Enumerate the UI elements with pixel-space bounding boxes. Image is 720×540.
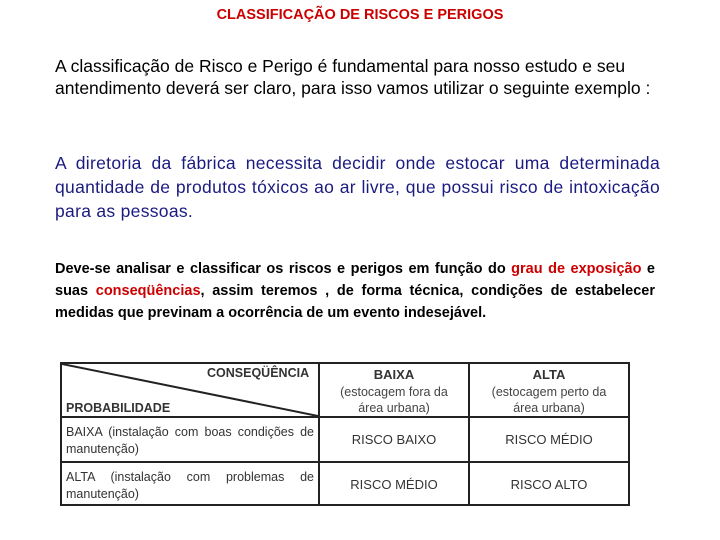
column-low-subtitle: (estocagem fora da área urbana) [340, 385, 448, 415]
highlight-exposure: grau de exposição [511, 261, 642, 277]
column-low-title: BAIXA [373, 367, 415, 382]
table-divider-h1 [62, 416, 628, 418]
column-header-low [320, 364, 468, 416]
intro-paragraph: A classificação de Risco e Perigo é fundamental para nosso estudo e seu antendimento deverá ser claro, para isso vamos utilizar o seguinte exemplo : [55, 56, 651, 98]
analysis-text-1: Deve-se analisar e classificar os riscos e perigos em função do [55, 261, 512, 277]
table-divider-h2 [62, 461, 628, 463]
page-title: CLASSIFICAÇÃO DE RISCOS E PERIGOS [216, 7, 504, 23]
analysis-text-3: , assim teremos , de forma técnica, condições de estabelecer medidas que previnam a ocorrência de um evento indesejável. [55, 283, 655, 321]
cell-high-low: RISCO MÉDIO [350, 477, 438, 492]
cell-low-high: RISCO MÉDIO [505, 432, 593, 447]
analysis-text-2: e suas [55, 261, 655, 299]
consequence-header: CONSEQÜÊNCIA [207, 366, 310, 380]
table-divider-v2 [468, 364, 470, 504]
table-corner-cell [62, 364, 318, 416]
highlight-consequences: conseqüências [95, 283, 201, 299]
row-label-high: ALTA (instalação com problemas de manutenção) [66, 470, 314, 501]
column-high-subtitle: (estocagem perto da área urbana) [491, 385, 607, 415]
row-label-low: BAIXA (instalação com boas condições de manutenção) [66, 425, 314, 456]
analysis-paragraph [55, 258, 655, 324]
cell-low-low: RISCO BAIXO [351, 432, 437, 447]
column-header-high [470, 364, 628, 416]
risk-matrix-table [60, 362, 630, 506]
probability-header: PROBABILIDADE [66, 401, 171, 415]
example-paragraph: A diretoria da fábrica necessita decidir onde estocar uma determinada quantidade de produtos tóxicos ao ar livre, que possui risco de intoxicação para as pessoas. [55, 153, 660, 221]
column-high-title: ALTA [532, 367, 566, 382]
cell-high-high: RISCO ALTO [510, 477, 588, 492]
table-divider-v1 [318, 364, 320, 504]
